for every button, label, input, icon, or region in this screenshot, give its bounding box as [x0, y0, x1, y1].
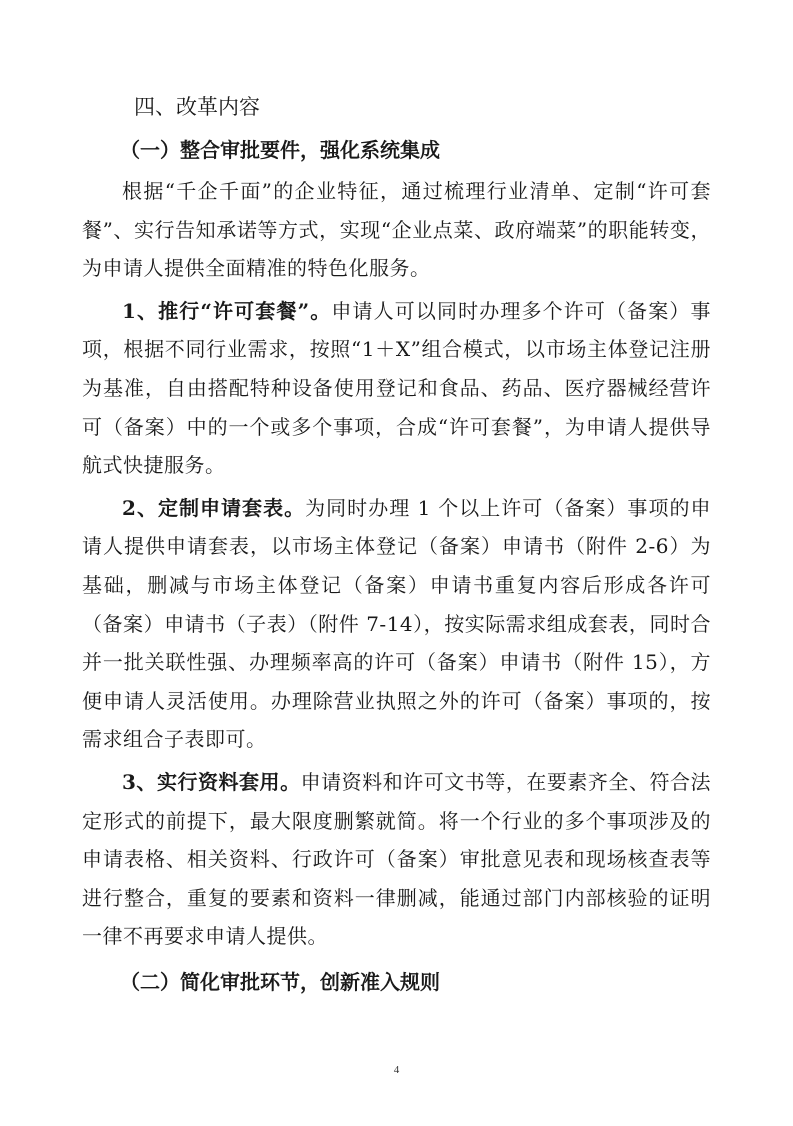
item-1-text: 申请人可以同时办理多个许可（备案）事项，根据不同行业需求，按照“1＋X”组合模式，以市场主体登记注册为基准，自由搭配特种设备使用登记和食品、药品、医疗器械经营许可（备案）中的一个或多个事项，合成“许可套餐”，为申请人提供导航式快捷服务。	[82, 298, 711, 478]
item-2-paragraph	[82, 489, 711, 759]
item-2-text: 为同时办理 1 个以上许可（备案）事项的申请人提供申请套表，以市场主体登记（备案）申请书（附件 2-6）为基础，删减与市场主体登记（备案）申请书重复内容后形成各许可（备案）申请书（子表）（附件 7-14），按实际需求组成套表，同时合并一批关联性强、办理频率高的许可（备案）申请书（附件 15），方便申请人灵活使用。办理除营业执照之外的许可（备案）事项的，按需求组合子表即可。	[82, 495, 711, 752]
item-3-paragraph	[82, 763, 711, 956]
item-3-heading: 3、实行资料套用。	[122, 769, 301, 794]
section-heading: 四、改革内容	[134, 95, 260, 119]
intro-paragraph: 根据“千企千面”的企业特征，通过梳理行业清单、定制“许可套餐”、实行告知承诺等方式，实现“企业点菜、政府端菜”的职能转变，为申请人提供全面精准的特色化服务。	[82, 179, 711, 281]
subsection-heading-1: （一）整合审批要件，强化系统集成	[120, 138, 440, 162]
item-1-paragraph	[82, 292, 711, 485]
page-number: 4	[393, 1064, 400, 1076]
item-2-heading: 2、定制申请套表。	[122, 495, 306, 520]
subsection-heading-2: （二）简化审批环节，创新准入规则	[120, 969, 440, 994]
item-1-heading: 1、推行“许可套餐”。	[122, 298, 332, 323]
item-3-text: 申请资料和许可文书等，在要素齐全、符合法定形式的前提下，最大限度删繁就简。将一个行业的多个事项涉及的申请表格、相关资料、行政许可（备案）审批意见表和现场核查表等进行整合，重复的要素和资料一律删减，能通过部门内部核验的证明一律不再要求申请人提供。	[82, 769, 712, 949]
